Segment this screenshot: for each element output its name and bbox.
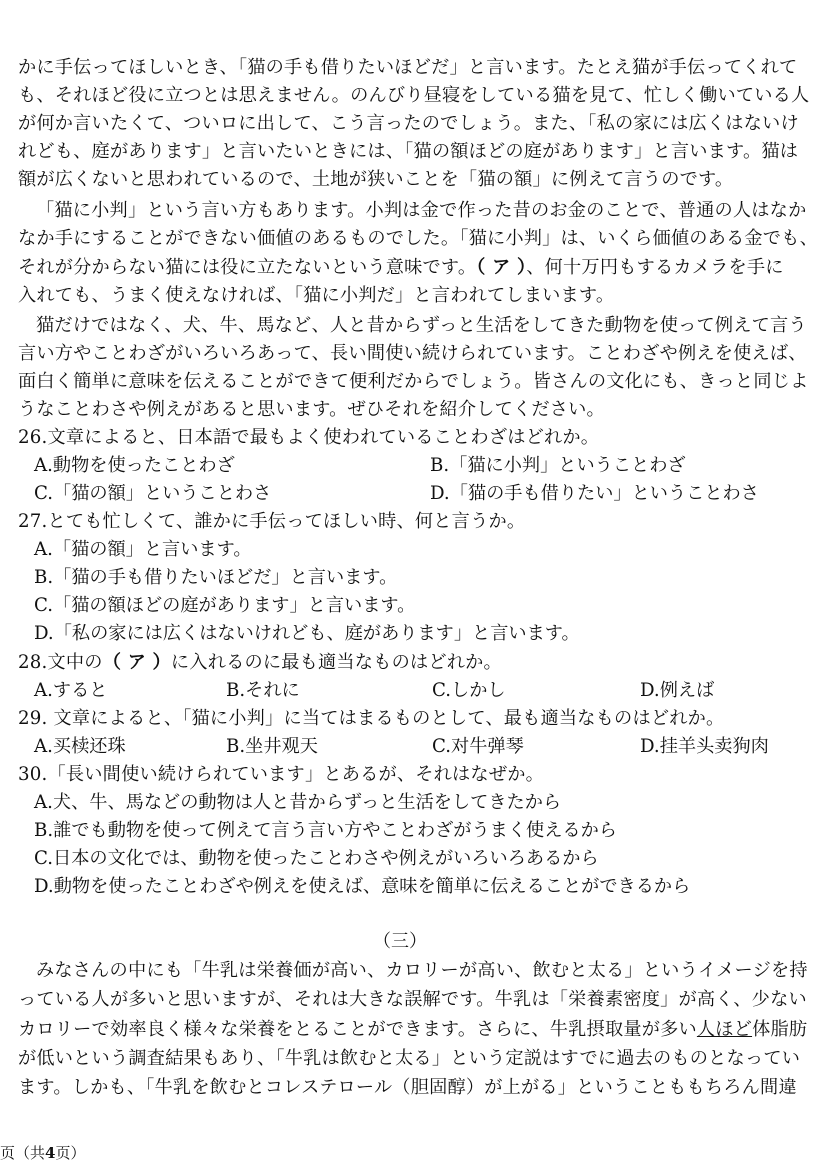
section-3-line: っている人が多いと思いますが、それは大きな誤解です。牛乳は「栄養素密度」が高く、少ない [18, 989, 807, 1010]
passage-line: が何か言いたくて、ついロに出して、こう言ったのでしょう。また、「私の家には広くはないけ [18, 113, 799, 134]
q26-option-a[interactable]: A.動物を使ったことわざ [34, 455, 235, 476]
q30-option-a[interactable]: A.犬、牛、馬などの動物は人と昔からずっと生活をしてきたから [34, 792, 562, 813]
section-3-line: が低いという調査結果もあり、「牛乳は飲むと太る」という定説はすでに過去のものとなってい [18, 1048, 801, 1069]
q27-option-a[interactable]: A.「猫の額」と言います。 [34, 539, 252, 560]
q26-option-d[interactable]: D.「猫の手も借りたい」ということわさ [430, 483, 759, 504]
underlined-phrase: 人ほど [696, 1019, 753, 1040]
page-footer [0, 1141, 85, 1165]
q27-option-d[interactable]: D.「私の家には広くはないけれども、庭があります」と言います。 [34, 623, 580, 644]
question-30-stem: 30.「長い間使い続けられています」とあるが、それはなぜか。 [18, 764, 544, 785]
q26-option-b[interactable]: B.「猫に小判」ということわざ [430, 455, 686, 476]
q27-option-c[interactable]: C.「猫の額ほどの庭があります」と言います。 [34, 595, 416, 616]
q28-option-d[interactable]: D.例えば [640, 680, 715, 701]
section-3-text: カロリーで効率良く様々な栄養をとることができます。さらに、牛乳摂取量が多い [18, 1019, 697, 1040]
section-3-line: ます。しかも、「牛乳を飲むとコレステロール（胆固醇）が上がる」ということももちろん間違 [18, 1077, 797, 1098]
section-3-text: 体脂肪 [752, 1019, 808, 1040]
q28-option-b[interactable]: B.それに [226, 680, 300, 701]
passage-line: 言い方やことわざがいろいろあって、長い間使い続けられています。ことわざや例えを使えば、 [18, 343, 807, 364]
q27-option-b[interactable]: B.「猫の手も借りたいほどだ」と言います。 [34, 567, 398, 588]
q30-option-b[interactable]: B.誰でも動物を使って例えて言う言い方やことわざがうまく使えるから [34, 820, 617, 841]
q29-option-c[interactable]: C.对牛弹琴 [432, 736, 524, 757]
q28-stem-text: 28.文中の [18, 652, 103, 673]
q26-option-c[interactable]: C.「猫の額」ということわさ [34, 483, 272, 504]
section-3-line-with-underline [18, 1016, 808, 1044]
question-27-stem: 27.とても忙しくて、誰かに手伝ってほしい時、何と言うか。 [18, 511, 526, 532]
footer-tail: 页） [55, 1144, 86, 1162]
passage-line: 面白く簡単に意味を伝えることができて便利だからでしょう。皆さんの文化にも、きっと同じよ [18, 371, 809, 392]
passage-text: 、何十万円もするカメラを手に [526, 257, 784, 278]
passage-line: 猫だけではなく、犬、牛、馬など、人と昔からずっと生活をしてきた動物を使って例えて言う [36, 315, 807, 336]
question-29-stem: 29. 文章によると、「猫に小判」に当てはまるものとして、最も適当なものはどれか。 [18, 708, 725, 729]
section-3-heading: （三） [373, 931, 427, 952]
q29-option-d[interactable]: D.挂羊头卖狗肉 [640, 736, 769, 757]
q29-option-b[interactable]: B.坐井观天 [226, 736, 318, 757]
q30-option-d[interactable]: D.動物を使ったことわざや例えを使えば、意味を簡単に伝えることができるから [34, 876, 691, 897]
passage-line: 額が広くないと思われているので、土地が狭いことを「猫の額」に例えて言うのです。 [18, 169, 734, 190]
passage-line: も、それほど役に立つとは思えません。のんびり昼寝をしている猫を見て、忙しく働いている人 [18, 85, 810, 106]
blank-a: （ ア ） [476, 257, 527, 278]
section-3-line: みなさんの中にも「牛乳は栄養価が高い、カロリーが高い、飲むと太る」というイメージを持 [36, 960, 808, 981]
passage-line: 入れても、うまく使えなければ、「猫に小判だ」と言われてしまいます。 [18, 285, 615, 306]
question-26-stem: 26.文章によると、日本語で最もよく使われていることわざはどれか。 [18, 427, 600, 448]
passage-line: れども、庭があります」と言いたいときには、「猫の額ほどの庭があります」と言います。猫は [18, 141, 799, 162]
q28-blank: （ ア ） [102, 652, 171, 673]
passage-line: なか手にすることができない価値のあるものでした。「猫に小判」は、いくら価値のある金でも、 [18, 228, 818, 249]
q28-option-c[interactable]: C.しかし [432, 680, 506, 701]
passage-line-with-blank [18, 254, 788, 282]
passage-line: 「猫に小判」という言い方もあります。小判は金で作った昔のお金のことで、普通の人はなか [36, 200, 807, 221]
passage-line: うなことわさや例えがあると思います。ぜひそれを紹介してください。 [18, 399, 605, 420]
passage-text: それが分からない猫には役に立たないという意味です。 [18, 257, 477, 278]
q28-stem-text: に入れるのに最も適当なものはどれか。 [170, 652, 502, 673]
q28-option-a[interactable]: A.すると [34, 680, 108, 701]
footer-text: 页（共 [0, 1144, 46, 1162]
q30-option-c[interactable]: C.日本の文化では、動物を使ったことわさや例えがいろいろあるから [34, 848, 599, 869]
question-28-stem [18, 649, 788, 677]
footer-total-pages: 4 [45, 1144, 56, 1162]
q29-option-a[interactable]: A.买椟还珠 [34, 736, 126, 757]
passage-line: かに手伝ってほしいとき、「猫の手も借りたいほどだ」と言います。たとえ猫が手伝ってくれて [18, 57, 798, 78]
